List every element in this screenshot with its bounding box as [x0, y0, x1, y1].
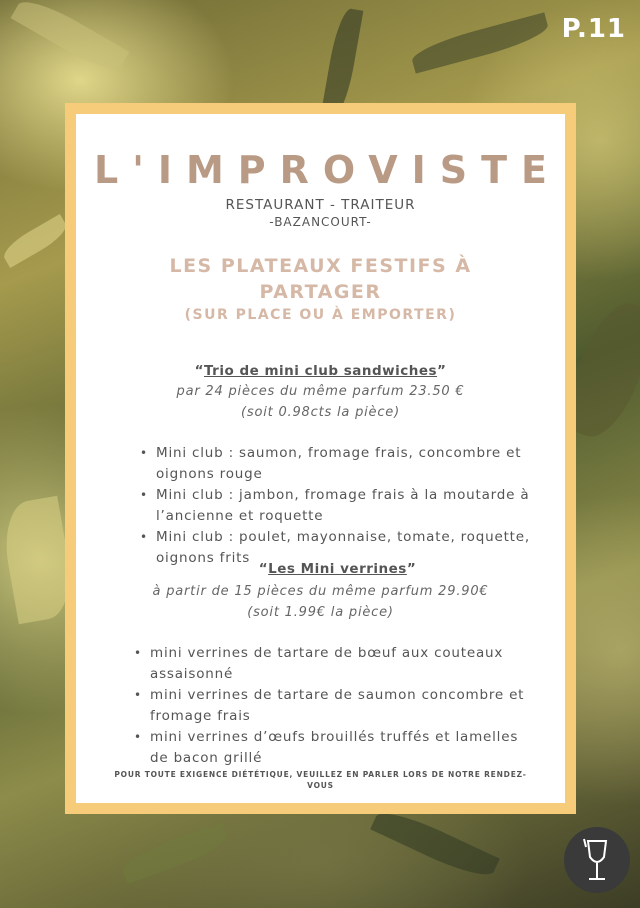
close-quote: ” [437, 363, 447, 379]
list-item: • Mini club : saumon, fromage frais, concombre et oignons rouge [156, 443, 565, 485]
page-number: P.11 [561, 14, 626, 44]
close-quote: ” [406, 561, 417, 577]
section-title-text: Trio de mini club sandwiches [203, 363, 438, 379]
restaurant-subtitle: RESTAURANT - TRAITEUR [225, 197, 416, 213]
menu-heading-line2: PARTAGER [259, 281, 382, 303]
section-price: à partir de 15 pièces du même parfum 29.90€ [152, 584, 489, 599]
verrines-list [150, 643, 565, 769]
background-leaf [370, 804, 500, 884]
list-item: • mini verrines de tartare de bœuf aux couteaux assaisonné [150, 643, 565, 685]
background-leaf [0, 214, 71, 268]
list-item: • Mini club : jambon, fromage frais à la moutarde à l’ancienne et roquette [156, 485, 565, 527]
menu-heading-line1: LES PLATEAUX FESTIFS À [169, 255, 472, 277]
list-item: • mini verrines d’œufs brouillés truffés et lamelles de bacon grillé [150, 727, 565, 769]
section-title [76, 363, 565, 379]
open-quote: “ [258, 561, 269, 577]
section-unit-price: (soit 0.98cts la pièce) [241, 405, 400, 420]
restaurant-location: -BAZANCOURT- [269, 215, 372, 229]
menu-card [76, 114, 565, 803]
menu-heading [76, 253, 565, 305]
menu-card-border [65, 103, 576, 814]
section-club-sandwiches [76, 363, 565, 569]
section-price: par 24 pièces du même parfum 23.50 € [176, 384, 465, 399]
dietary-footnote: POUR TOUTE EXIGENCE DIÉTÉTIQUE, VEUILLEZ EN PARLER LORS DE NOTRE RENDEZ-VOUS [114, 770, 527, 790]
list-item: • Mini club : poulet, mayonnaise, tomate, roquette, oignons frits [156, 527, 565, 569]
restaurant-title: L'IMPROVISTE [94, 148, 561, 192]
section-mini-verrines [76, 561, 565, 769]
open-quote: “ [194, 363, 204, 379]
background-leaf [409, 12, 551, 73]
background-leaf [11, 0, 130, 78]
section-title-text: Les Mini verrines [268, 561, 407, 577]
wine-glass-logo-icon [564, 827, 630, 893]
club-sandwich-list [156, 443, 565, 569]
section-unit-price: (soit 1.99€ la pièce) [247, 605, 394, 620]
menu-subheading: (SUR PLACE OU À EMPORTER) [184, 307, 457, 323]
background-leaf [119, 822, 231, 884]
list-item: • mini verrines de tartare de saumon concombre et fromage frais [150, 685, 565, 727]
